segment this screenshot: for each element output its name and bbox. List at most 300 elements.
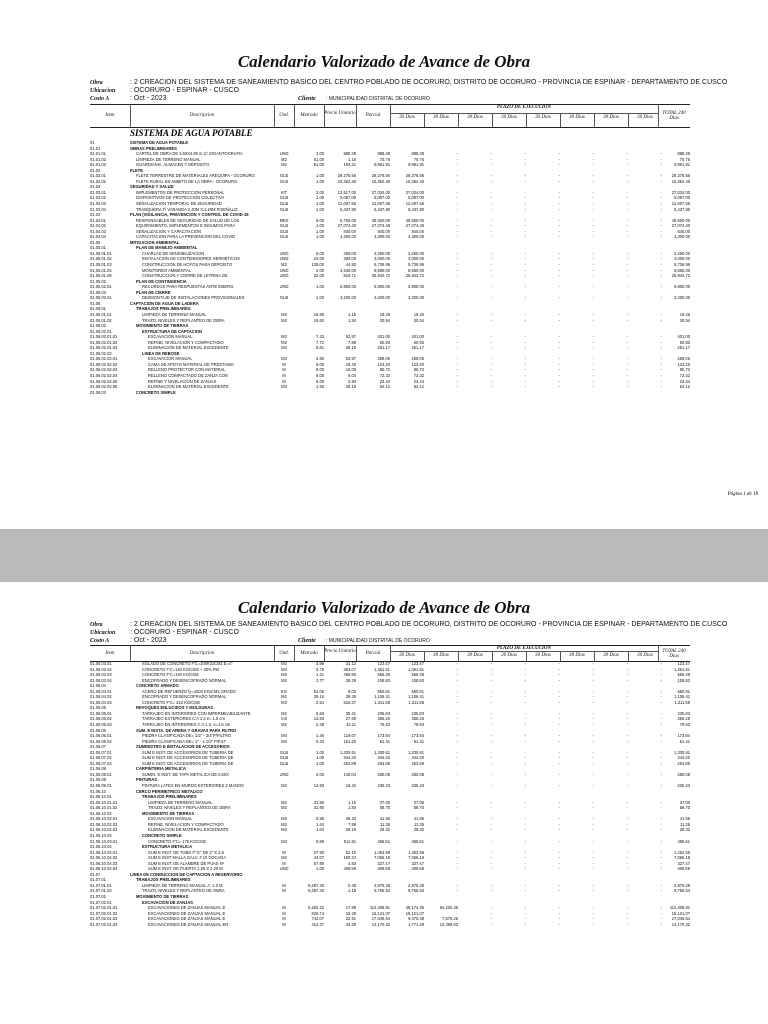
cell-30-dias: -	[558, 888, 560, 894]
cell-descripcion: FLETE	[130, 167, 143, 173]
cell-metrado: 61.00	[313, 162, 324, 168]
cell-total: 17,046.64	[671, 916, 690, 922]
header-item: Item	[105, 113, 115, 118]
cell-parcial: 8,680.00	[374, 267, 390, 273]
cell-30-dias: -	[558, 223, 560, 229]
cell-und: GLB	[279, 195, 289, 201]
cell-30-dias: -	[490, 195, 492, 201]
cell-30-dias: -	[524, 317, 526, 323]
cell-30-dias: -	[490, 173, 492, 179]
cell-item: 01.06.03.01	[90, 661, 112, 666]
header-precio-unitario: Precio Unitario	[324, 111, 356, 116]
cell-30-dias: -	[592, 201, 594, 207]
cell-descripcion: EXCAVACION MANUAL	[148, 334, 193, 340]
cell-30-dias: -	[456, 189, 458, 195]
cell-item: 01.06.03.02	[90, 666, 112, 672]
cell-30-dias: -	[524, 223, 526, 229]
cell-item: 01.05.01.02	[90, 256, 112, 262]
cell-item: 01.06.09.01	[90, 783, 112, 789]
cell-precio: 0.36	[348, 882, 356, 888]
cell-descripcion: CONCRETO ARMADO	[136, 683, 179, 689]
cell-30-dias: -	[456, 345, 458, 351]
cell-30-dias: -	[456, 217, 458, 223]
cell-item: 01.07.02.01.04	[90, 921, 118, 927]
cell-descripcion: REFINE, NIVELACION Y COMPACTADO	[148, 339, 224, 345]
cell-descripcion: SUMIN. E INST. DE TAPA METALICA DE 0.60X	[142, 771, 229, 777]
cell-metrado: 1.00	[316, 178, 324, 184]
cell-item: 01.06.07.02	[90, 755, 112, 761]
cell-item: 01.06.04.02	[90, 694, 112, 700]
cell-30-dias: 19.26	[413, 311, 424, 317]
header-30-dias: 30 Dias	[603, 114, 619, 120]
cell-total: 58.70	[679, 805, 690, 811]
cell-precio: 516.37	[343, 699, 356, 705]
cell-und: UND	[279, 151, 289, 157]
cell-30-dias: -	[490, 805, 492, 811]
cell-precio: 253.89	[343, 760, 356, 766]
cell-parcial: 9,755.53	[374, 888, 390, 894]
cell-total: 7,066.18	[674, 855, 690, 861]
cell-und: M2	[281, 677, 287, 683]
cell-descripcion: TARRAJEO EN INTERIORES C:A 1:4, e=1.5 cm	[142, 722, 231, 728]
cell-30-dias: -	[524, 882, 526, 888]
cell-30-dias: 259.06	[411, 356, 424, 362]
cell-precio: 48.33	[345, 816, 356, 822]
cell-total: 236.33	[677, 783, 690, 789]
cell-total: 12,007.66	[671, 201, 690, 207]
cell-30-dias: -	[592, 888, 594, 894]
cell-30-dias: 9,470.38	[408, 916, 424, 922]
cell-30-dias: 355.26	[411, 716, 424, 722]
cell-30-dias: -	[490, 273, 492, 279]
cell-30-dias: -	[558, 749, 560, 755]
cell-precio: 5,057.00	[340, 195, 356, 201]
cell-descripcion: LIMPIEZA DE TERRENO MANUAL	[136, 156, 201, 162]
cell-precio: 163.31	[343, 162, 356, 168]
cell-30-dias: -	[456, 855, 458, 861]
header-30-dias: 30 Dias	[535, 653, 551, 659]
cell-metrado: 1.00	[316, 234, 324, 240]
cell-30-dias: -	[558, 378, 560, 384]
cell-descripcion: SUM E INST. DE ACCESORIOS DE TUBERIA DE	[142, 760, 234, 766]
cell-30-dias: -	[626, 699, 628, 705]
cell-total: 112,408.81	[669, 905, 690, 911]
cell-parcial: 79.63	[379, 722, 390, 728]
cell-descripcion: TRAZO, NIVELES Y REPLANTEO DE OBRA	[148, 805, 231, 811]
cell-30-dias: -	[456, 262, 458, 268]
cell-total: 45,600.00	[671, 217, 690, 223]
cell-30-dias: -	[660, 195, 662, 201]
cell-30-dias: -	[524, 860, 526, 866]
cell-metrado: 0.86	[316, 816, 324, 822]
cell-total: 1,453.59	[674, 849, 690, 855]
cell-30-dias: -	[592, 156, 594, 162]
cell-30-dias: -	[626, 755, 628, 761]
cell-30-dias: -	[660, 228, 662, 234]
cell-30-dias: -	[524, 151, 526, 157]
cell-30-dias: 280.08	[411, 771, 424, 777]
cell-descripcion: PIEDRA CLASIFICADA DE= 1/2" - 3/4"P/FILTRO	[142, 733, 232, 739]
cell-30-dias: -	[558, 217, 560, 223]
cell-total: 173.84	[677, 733, 690, 739]
cell-30-dias: -	[626, 228, 628, 234]
cell-30-dias: -	[626, 339, 628, 345]
cell-30-dias: -	[660, 677, 662, 683]
cell-item: 01.04.01	[90, 217, 106, 223]
cell-30-dias: -	[558, 156, 560, 162]
cell-descripcion: FLETE RURAL EN AMBITO DE LA OBRA - OCORURO	[136, 178, 238, 184]
cell-30-dias: -	[490, 699, 492, 705]
cell-30-dias: -	[490, 771, 492, 777]
cell-metrado: 7.72	[316, 339, 324, 345]
cell-30-dias: -	[592, 206, 594, 212]
cell-metrado: 1.00	[316, 201, 324, 207]
cell-und: M3	[281, 733, 287, 739]
cell-descripcion: RESPONSABLES DE SEGURIDAD DE SALUD DE LOS	[136, 217, 240, 223]
cell-precio: 140.04	[343, 771, 356, 777]
cell-descripcion: SUM E INST. DE PUERTA 1.20 X 2.20 M	[148, 866, 223, 872]
cell-30-dias: -	[626, 827, 628, 833]
cell-30-dias: -	[456, 849, 458, 855]
cell-total: 72.32	[679, 372, 690, 378]
cell-parcial: 1,311.58	[374, 699, 390, 705]
cell-30-dias: -	[524, 361, 526, 367]
cell-30-dias: -	[490, 710, 492, 716]
cell-30-dias: -	[524, 156, 526, 162]
cell-parcial: 455.51	[377, 838, 390, 844]
cell-30-dias: -	[490, 334, 492, 340]
cell-precio: 2.93	[348, 378, 356, 384]
cell-metrado: 5.00	[316, 250, 324, 256]
cell-und: GLB	[279, 178, 289, 184]
cell-30-dias: -	[626, 866, 628, 872]
header-30-dias: 30 Dias	[603, 653, 619, 659]
cell-30-dias: 5,900.00	[408, 284, 424, 290]
cell-30-dias: -	[660, 178, 662, 184]
cell-descripcion: CAPACITACION PARA LA PREVENCION DEL COVID	[136, 234, 236, 240]
cell-30-dias: -	[524, 661, 526, 666]
cell-30-dias: -	[524, 372, 526, 378]
cell-und: GLB	[279, 234, 289, 240]
header-descripcion: Descripcion	[189, 113, 215, 118]
cell-und: KG	[281, 688, 287, 694]
cell-30-dias: -	[490, 722, 492, 728]
cell-30-dias: -	[524, 666, 526, 672]
cell-30-dias: 251.17	[411, 345, 424, 351]
cell-30-dias: -	[592, 916, 594, 922]
cell-30-dias: -	[558, 755, 560, 761]
costo-line: Costo A : Oct - 2023	[90, 95, 167, 102]
cell-30-dias: -	[524, 710, 526, 716]
cell-parcial: 7,066.18	[374, 855, 390, 861]
cell-30-dias: -	[524, 173, 526, 179]
cell-item: 01.06.02.02.02	[90, 361, 118, 367]
cell-total: 455.51	[677, 838, 690, 844]
cell-descripcion: EXCAVACIONES DE ZANJAS MANUAL E	[148, 905, 226, 911]
cell-30-dias: -	[524, 677, 526, 683]
cell-30-dias: -	[524, 905, 526, 911]
cell-30-dias: -	[456, 372, 458, 378]
cell-parcial: 5,736.96	[374, 262, 390, 268]
cell-30-dias: 70.76	[413, 156, 424, 162]
cell-30-dias: -	[456, 760, 458, 766]
cell-30-dias: -	[456, 334, 458, 340]
cell-und: GLB	[279, 223, 289, 229]
cell-precio: 27.69	[345, 716, 356, 722]
cell-30-dias: -	[626, 195, 628, 201]
cell-30-dias: -	[592, 666, 594, 672]
cell-30-dias: -	[490, 783, 492, 789]
cell-parcial: 4,300.00	[374, 234, 390, 240]
cell-und: M	[282, 361, 286, 367]
cell-30-dias: -	[490, 677, 492, 683]
cell-total: 9,755.53	[674, 888, 690, 894]
cell-parcial: 123.47	[377, 661, 390, 666]
cell-total: 251.17	[677, 345, 690, 351]
cell-30-dias: -	[490, 234, 492, 240]
cell-und: M	[282, 910, 286, 916]
cell-item: 01.06.02.02	[90, 350, 112, 356]
cell-30-dias: -	[660, 905, 662, 911]
cell-precio: 840.00	[343, 228, 356, 234]
cell-30-dias: -	[456, 866, 458, 872]
cell-30-dias: -	[592, 372, 594, 378]
cell-30-dias: -	[592, 921, 594, 927]
cell-30-dias: -	[558, 882, 560, 888]
cell-30-dias: -	[456, 173, 458, 179]
cell-30-dias: -	[524, 339, 526, 345]
cell-descripcion: SUM E INST. DE ACCESORIOS DE TUBERIA DE	[142, 749, 234, 755]
cell-30-dias: -	[456, 195, 458, 201]
cell-total: 327.47	[677, 860, 690, 866]
cell-30-dias: 1,771.29	[408, 921, 424, 927]
cell-item: 01.02.02	[90, 178, 106, 184]
cell-precio: 160.34	[343, 855, 356, 861]
cell-descripcion: EXCAVACIONES DE ZANJAS MANUAL E	[148, 910, 226, 916]
cell-30-dias: -	[456, 384, 458, 390]
cell-parcial: 60.83	[379, 339, 390, 345]
cell-item: 01.03.01	[90, 189, 106, 195]
cell-parcial: 5,437.80	[374, 206, 390, 212]
cell-30-dias: -	[456, 317, 458, 323]
cell-parcial: 236.33	[377, 783, 390, 789]
header-und: Und.	[279, 113, 289, 118]
cell-30-dias: -	[524, 688, 526, 694]
cell-30-dias: -	[524, 699, 526, 705]
cell-descripcion: PLAN DE CIERRE	[136, 289, 171, 295]
cell-30-dias: -	[660, 262, 662, 268]
cell-30-dias: -	[490, 888, 492, 894]
cell-30-dias: -	[626, 738, 628, 744]
cell-30-dias: 1,311.58	[408, 699, 424, 705]
cell-item: 01.05.02	[90, 278, 106, 284]
header-plazo-ejecucion: PLAZO DE EJECUCION	[390, 105, 658, 114]
cell-30-dias: 4,300.00	[408, 234, 424, 240]
cell-precio: 27,074.40	[337, 223, 356, 229]
cell-total: 840.00	[677, 228, 690, 234]
cell-total: 253.89	[677, 760, 690, 766]
cell-precio: 9.04	[348, 372, 356, 378]
cell-total: 5,900.00	[674, 284, 690, 290]
cell-item: 01.06.07	[90, 744, 106, 750]
cell-precio: 7.88	[348, 821, 356, 827]
cell-descripcion: MONITOREO AMBIENTAL	[142, 267, 191, 273]
cell-30-dias: -	[626, 661, 628, 666]
cell-item: 01.07.02.01.03	[90, 916, 118, 922]
cell-30-dias: 5,437.80	[408, 206, 424, 212]
cell-30-dias: -	[660, 661, 662, 666]
cell-total: 27,034.00	[671, 189, 690, 195]
cell-30-dias: -	[456, 882, 458, 888]
page-title: Calendario Valorizado de Avance de Obra	[237, 52, 531, 71]
cell-30-dias: -	[558, 345, 560, 351]
cell-parcial: 840.00	[377, 228, 390, 234]
cell-descripcion: SISTEMA DE AGUA POTABLE	[130, 140, 189, 145]
obra-line: Obra : 2 CREACION DEL SISTEMA DE SANEAMIENTO BASICO DEL CENTRO POBLADO DE OCORURO, DISTRITO DE OCORURO - PROVINCIA DE ESPINAR - DEPARTAMENTO DE CUSCO	[90, 621, 728, 628]
cell-item: 01.06.01	[90, 306, 106, 312]
cell-item: 01.06.01.01	[90, 311, 112, 317]
cell-item: 01.07.02	[90, 893, 106, 899]
cell-30-dias: -	[524, 178, 526, 184]
cell-item: 01.07.02.01.01	[90, 905, 118, 911]
cell-30-dias: -	[558, 367, 560, 373]
cell-30-dias: -	[456, 162, 458, 168]
cell-30-dias: -	[660, 827, 662, 833]
cell-item: 01.06.05.03	[90, 722, 112, 728]
cell-descripcion: ENCOFRADO Y DESENCOFRADO NORMAL	[142, 677, 227, 683]
cell-30-dias: -	[558, 173, 560, 179]
cell-item: 01.06.10.01.02	[90, 805, 118, 811]
cell-30-dias: -	[490, 860, 492, 866]
cell-30-dias: -	[490, 827, 492, 833]
cell-30-dias: -	[626, 256, 628, 262]
cell-30-dias: -	[592, 250, 594, 256]
cell-30-dias: -	[592, 860, 594, 866]
cell-30-dias: -	[626, 760, 628, 766]
cell-30-dias: -	[558, 816, 560, 822]
cell-30-dias: 173.84	[411, 733, 424, 739]
cell-metrado: 1.00	[316, 760, 324, 766]
cell-und: M2	[281, 311, 287, 317]
cell-30-dias: -	[558, 201, 560, 207]
cell-parcial: 23.44	[379, 378, 390, 384]
cell-30-dias: -	[490, 921, 492, 927]
cell-metrado: 1.00	[316, 223, 324, 229]
cell-und: GLB	[279, 228, 289, 234]
cell-30-dias: -	[558, 317, 560, 323]
header-30-dias: 30 Dias	[569, 114, 585, 120]
cell-30-dias: -	[490, 882, 492, 888]
cell-parcial: 555.38	[377, 672, 390, 678]
cell-parcial: 80.72	[379, 367, 390, 373]
cell-und: UND	[279, 256, 289, 262]
cell-descripcion: EXCAVACIONES DE ZANJAS MANUAL EN	[148, 921, 229, 927]
cell-metrado: 2.77	[316, 677, 324, 683]
cell-precio: 810.71	[343, 273, 356, 279]
cell-total: 11.35	[680, 821, 690, 827]
cell-parcial: 37.00	[379, 799, 390, 805]
cell-descripcion: RELLENO PROTECTOR CON MATERIAL	[148, 367, 226, 373]
cell-precio: 29,278.56	[337, 173, 356, 179]
cell-30-dias: 327.47	[411, 860, 424, 866]
cell-30-dias: -	[456, 827, 458, 833]
cell-30-dias: -	[660, 910, 662, 916]
cell-30-dias: 1,453.59	[408, 849, 424, 855]
header-parcial: Parcial	[365, 113, 381, 118]
cell-item: 01.06.08	[90, 766, 106, 772]
cell-metrado: 8.00	[316, 378, 324, 384]
cell-30-dias: -	[592, 733, 594, 739]
cell-descripcion: ELIMINACION DE MATERIAL EXCEDENTE	[148, 345, 229, 351]
cell-30-dias: -	[490, 855, 492, 861]
cell-item: 01.06.10.02.03	[90, 827, 118, 833]
cell-item: 01.06.04	[90, 683, 106, 689]
cell-30-dias: -	[490, 206, 492, 212]
cell-metrado: 8.00	[316, 361, 324, 367]
cell-descripcion: GUARDIANIA, ALMACEN Y DEPOSITO	[136, 162, 210, 168]
cell-30-dias: -	[524, 866, 526, 872]
cell-total: 3,000.00	[674, 256, 690, 262]
cell-descripcion: SUMINISTRO E INSTALACION DE ACCESORIOS	[136, 744, 230, 750]
cell-und: UND	[279, 866, 289, 872]
cell-30-dias: -	[660, 250, 662, 256]
cell-30-dias: -	[592, 699, 594, 705]
cell-30-dias: 45,600.00	[405, 217, 424, 223]
cell-30-dias: -	[626, 361, 628, 367]
cell-descripcion: SOLADO DE CONCRETO F'C=100KG/CM2 E=4"	[142, 661, 233, 666]
cell-item: 01.06.05.02	[90, 716, 112, 722]
cell-total: 280.08	[677, 771, 690, 777]
cell-und: M2	[281, 694, 287, 700]
cell-30-dias: 51.41	[413, 738, 424, 744]
header-item: Item	[105, 650, 115, 656]
cell-30-dias: -	[626, 334, 628, 340]
cell-30-dias: -	[558, 827, 560, 833]
cliente-line: Cliente : MUNICIPALIDAD DISTRITAL DE OCORURO	[298, 638, 430, 644]
cell-30-dias: -	[490, 189, 492, 195]
cell-30-dias: -	[626, 262, 628, 268]
cell-30-dias: -	[456, 367, 458, 373]
cell-30-dias: -	[626, 688, 628, 694]
cell-30-dias: 650.91	[411, 688, 424, 694]
cell-30-dias: 29,278.56	[405, 173, 424, 179]
cell-30-dias: 12,399.03	[439, 921, 458, 927]
cell-item: 01.06.06.02	[90, 738, 112, 744]
cell-30-dias: -	[558, 771, 560, 777]
cell-30-dias: -	[524, 755, 526, 761]
cell-metrado: 31.90	[313, 799, 324, 805]
cell-item: 01.06.02.02.03	[90, 367, 118, 373]
cell-item: 01.06.09	[90, 777, 106, 783]
cell-und: M2	[281, 805, 287, 811]
cell-30-dias: -	[490, 372, 492, 378]
cell-30-dias: -	[660, 799, 662, 805]
cell-parcial: 45,600.00	[371, 217, 390, 223]
cell-parcial: 251.17	[377, 345, 390, 351]
cell-30-dias: -	[660, 334, 662, 340]
cell-30-dias: -	[524, 250, 526, 256]
cell-30-dias: -	[490, 367, 492, 373]
cell-item: 01.06.10.04.01	[90, 849, 118, 855]
cell-und: GLB	[279, 749, 289, 755]
cell-30-dias: -	[456, 206, 458, 212]
cell-descripcion: CONSTRUCCION DE HOYOS PARA DEPOSITO	[142, 262, 233, 268]
cell-30-dias: -	[490, 738, 492, 744]
cell-und: UND	[279, 273, 289, 279]
cell-metrado: 32.00	[313, 273, 324, 279]
cell-descripcion: ELIMINACION DE MATERIAL EXCEDENTE	[148, 827, 229, 833]
cell-30-dias: -	[592, 311, 594, 317]
